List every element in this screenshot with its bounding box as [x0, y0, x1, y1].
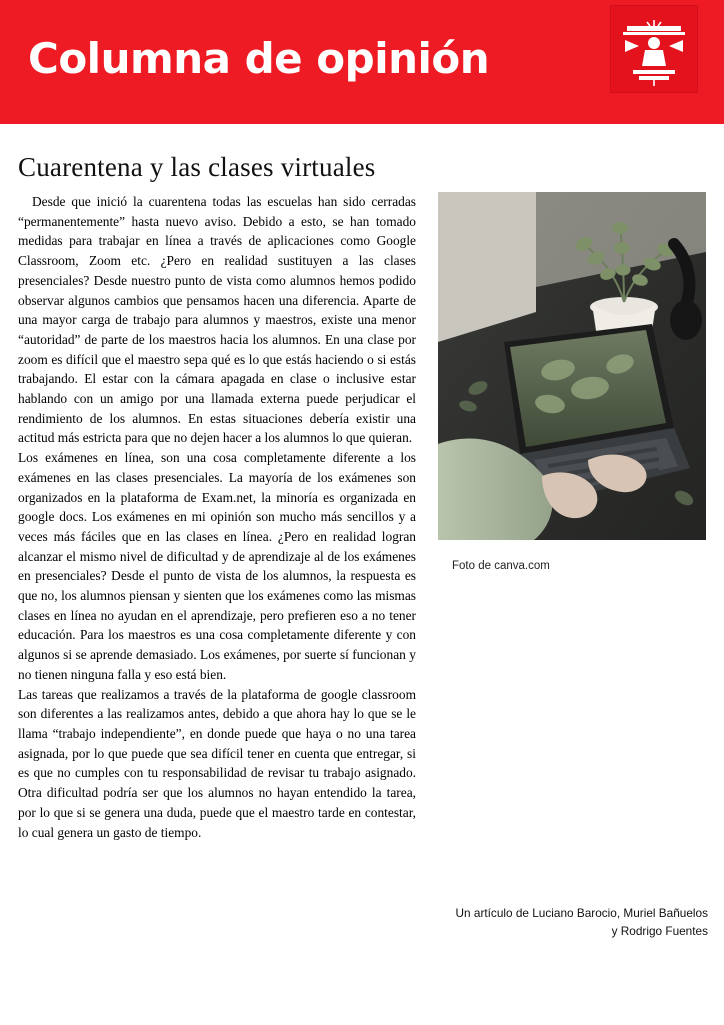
- page-title: Columna de opinión: [28, 34, 490, 83]
- article-paragraph: Los exámenes en línea, son una cosa completamente diferente a los exámenes en las clases presenciales. La mayoría de los exámenes son organizados en la plataforma de Exam.net, la minoría es organizada en google docs. Los exámenes en mi opinión son mucho más sencillos y a veces más fáciles que en las clases en línea. ¿Pero en realidad logran alcanzar el mismo nivel de dificultad y de aprendizaje al de los exámenes en presenciales? Desde el punto de vista de los alumnos, la respuesta es que no, los alumnos piensan y sienten que los exámenes como las mismas clases en línea no ayudan en el aprendizaje, pero prefieren eso a no tener educación. Para los maestros es una cosa completamente diferente y con algunos si se aprende demasiado. Los exámenes, por suerte sí funcionan y no tienen ninguna falla y eso está bien.: [18, 450, 416, 682]
- article-paragraph: Desde que inició la cuarentena todas las escuelas han sido cerradas “permanentemente” hasta nuevo aviso. Debido a esto, se han tomado medidas para trabajar en línea a través de aplicaciones como Google Classroom, Zoom etc. ¿Pero en realidad sustituyen a las clases presenciales? Desde nuestro punto de vista como alumnos hemos podido observar algunos cambios que pensamos hacen una diferencia. Aparte de una mayor carga de trabajo para alumnos y maestros, existe una menor “autoridad” de parte de los maestros hacia los alumnos. En una clase por zoom es difícil que el maestro sepa qué es lo que estás haciendo o si estás trabajando. El estar con la cámara apagada en clase o inclusive estar hablando con un amigo por una llamada externa puede perjudicar el rendimiento de los alumnos. En estas situaciones debería existir una actitud más estricta para que no dejen hacer a los alumnos lo que quieran.: [18, 194, 416, 446]
- byline-line-2: y Rodrigo Fuentes: [611, 923, 708, 938]
- byline: [424, 905, 708, 940]
- header-banner: [0, 0, 724, 124]
- person-using-laptop-photo: [438, 192, 706, 540]
- school-crest-logo: [610, 5, 698, 93]
- article-body: [18, 192, 416, 842]
- byline-line-1: Un artículo de Luciano Barocio, Muriel Bañuelos: [455, 906, 708, 920]
- article-title: Cuarentena y las clases virtuales: [18, 152, 376, 182]
- photo-caption: Foto de canva.com: [452, 560, 550, 572]
- footer-spacer: [0, 981, 724, 1025]
- article-paragraph: Las tareas que realizamos a través de la plataforma de google classroom son diferentes a las realizamos antes, debido a que ahora hay lo que se le llama “trabajo independiente”, en donde puede que haya o no una tarea asignada, por lo que puede que sea difícil tener en cuenta que entregar, si es que no cumples con tu responsabilidad de revisar tu trabajo asignado. Otra dificultad podría ser que los alumnos no hayan entendido la tarea, por lo que si se genera una duda, puede que el maestro tarde en contestar, lo cual genera un gasto de tiempo.: [18, 686, 416, 840]
